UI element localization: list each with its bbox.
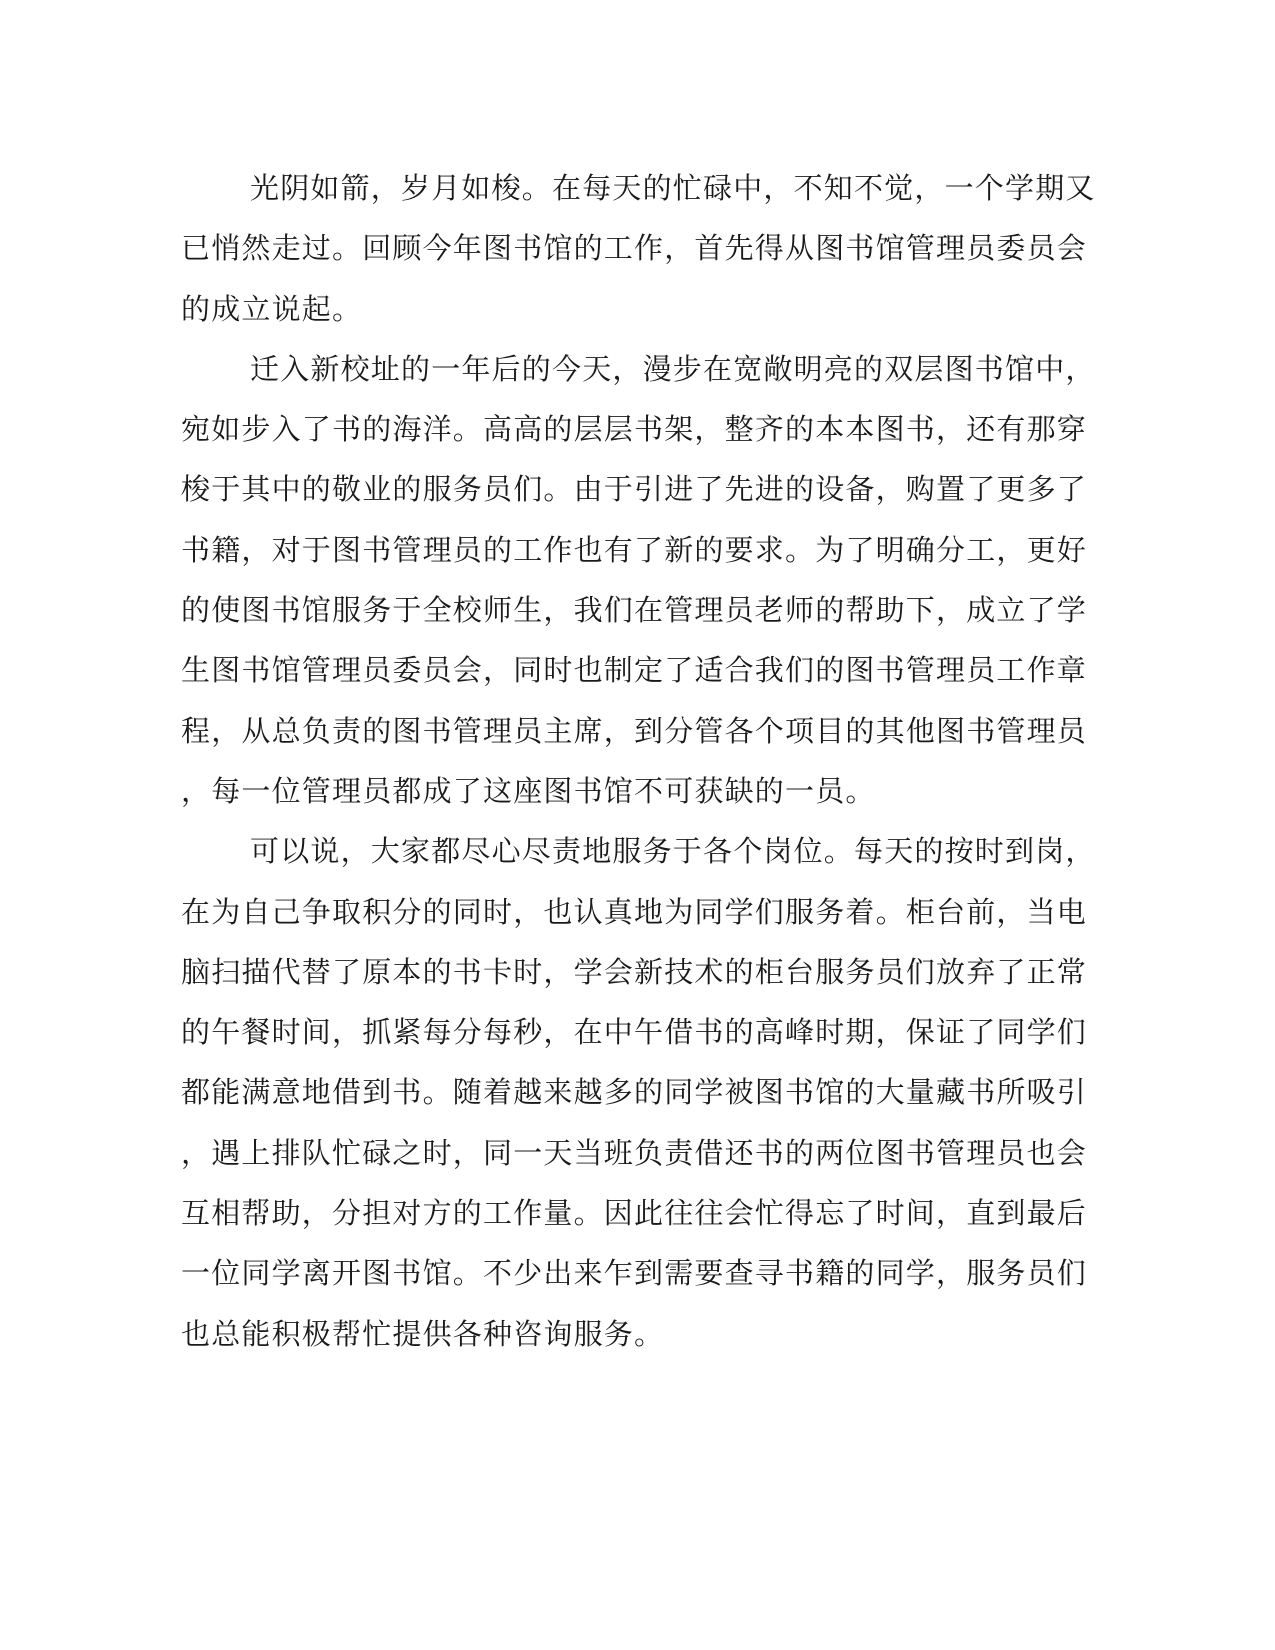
text-line: ，每一位管理员都成了这座图书馆不可获缺的一员。 [181, 773, 876, 808]
text-line: 的成立说起。 [181, 291, 363, 326]
paragraph-1 [181, 158, 1096, 339]
text-line: 梭于其中的敬业的服务员们。由于引进了先进的设备，购置了更多了 [181, 472, 1088, 507]
paragraph-2 [181, 339, 1096, 821]
text-line: 的使图书馆服务于全校师生，我们在管理员老师的帮助下，成立了学 [181, 593, 1088, 628]
text-line: 已悄然走过。回顾今年图书馆的工作，首先得从图书馆管理员委员会 [181, 231, 1088, 266]
paragraph-3 [181, 821, 1096, 1364]
text-line: 书籍，对于图书管理员的工作也有了新的要求。为了明确分工，更好 [181, 532, 1088, 567]
text-line: 宛如步入了书的海洋。高高的层层书架，整齐的本本图书，还有那穿 [181, 412, 1088, 447]
text-line: 也总能积极帮忙提供各种咨询服务。 [181, 1316, 665, 1351]
text-line: 迁入新校址的一年后的今天，漫步在宽敞明亮的双层图书馆中， [250, 351, 1096, 386]
text-line: 程，从总负责的图书管理员主席，到分管各个项目的其他图书管理员 [181, 713, 1088, 748]
text-line: 的午餐时间，抓紧每分每秒，在中午借书的高峰时期，保证了同学们 [181, 1015, 1088, 1050]
document-body [181, 158, 1096, 1364]
text-line: 互相帮助，分担对方的工作量。因此往往会忙得忘了时间，直到最后 [181, 1196, 1088, 1231]
text-line: 光阴如箭，岁月如梭。在每天的忙碌中，不知不觉，一个学期又 [250, 171, 1096, 205]
text-line: ，遇上排队忙碌之时，同一天当班负责借还书的两位图书管理员也会 [181, 1135, 1088, 1170]
text-line: 都能满意地借到书。随着越来越多的同学被图书馆的大量藏书所吸引 [181, 1075, 1088, 1110]
text-line: 脑扫描代替了原本的书卡时，学会新技术的柜台服务员们放弃了正常 [181, 954, 1088, 989]
text-line: 可以说，大家都尽心尽责地服务于各个岗位。每天的按时到岗， [250, 834, 1096, 869]
text-line: 一位同学离开图书馆。不少出来乍到需要查寻书籍的同学，服务员们 [181, 1256, 1088, 1291]
text-line: 生图书馆管理员委员会，同时也制定了适合我们的图书管理员工作章 [181, 653, 1088, 688]
text-line: 在为自己争取积分的同时，也认真地为同学们服务着。柜台前，当电 [181, 894, 1088, 929]
